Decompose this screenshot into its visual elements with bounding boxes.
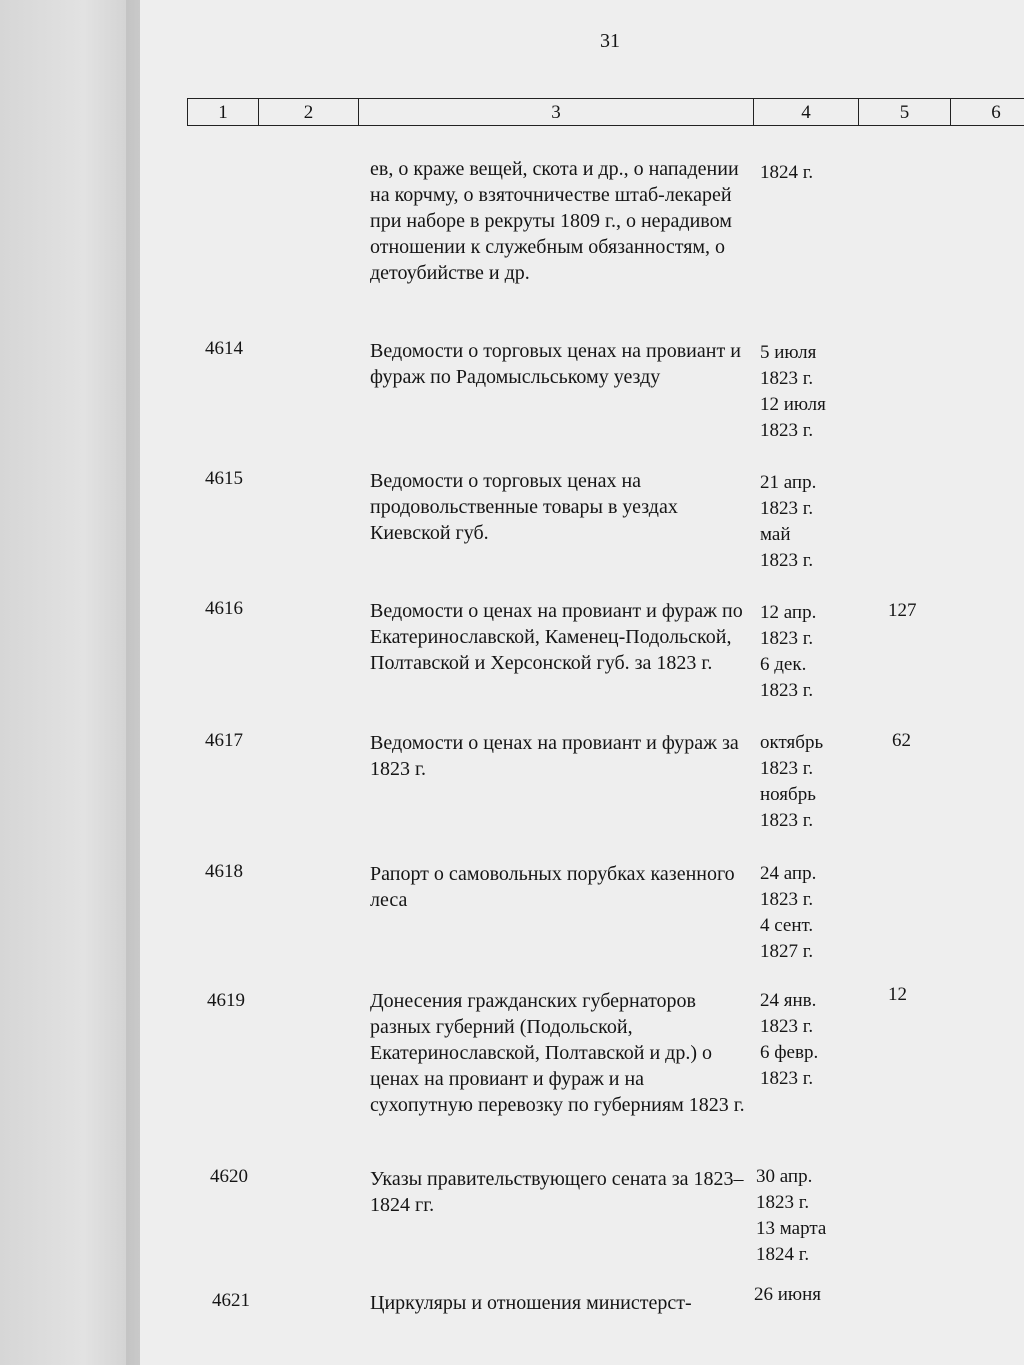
date-line: 1823 г. [760,758,814,779]
entry-title: Ведомости о ценах на провиант и фураж по Екатеринославской, Каменец-Подольской, Полтавской и Херсонской губ. за 1823 г. [370,600,743,674]
date-line: 1823 г. [760,889,814,910]
date-line: 1823 г. [760,550,814,571]
entry-title: Ведомости о торговых ценах на продовольственные товары в уездах Киевской губ. [370,470,678,544]
continuation-dates [760,160,850,186]
entry-dates [760,340,850,444]
date-line: 30 апр. [756,1166,813,1187]
date-line: 1823 г. [760,810,814,831]
date-line: 1823 г. [760,420,814,441]
date-line: 1823 г. [760,1068,814,1089]
header-col-5: 5 [859,98,951,126]
date-line: 21 апр. [760,472,817,493]
entry-number: 4618 [205,861,243,882]
entry-title: Донесения гражданских губернаторов разных губерний (Подольской, Екатеринославской, Полтавской и др.) о ценах на провиант и фураж и на сухопутную перевозку по губерниям 1823 г. [370,990,745,1116]
continuation-text: ев, о краже вещей, скота и др., о нападении на корчму, о взяточничестве штаб-лекарей при наборе в рекруты 1809 г., о нерадивом отношении к служебным обязанностям, о детоубийстве и др. [370,158,739,284]
date-line: 26 июня [754,1284,822,1305]
date-line: 1824 г. [760,162,814,183]
entry-title: Циркуляры и отношения министерст- [370,1292,692,1314]
date-line: 1824 г. [756,1244,810,1265]
date-line: 1823 г. [760,498,814,519]
date-line: 1827 г. [760,941,814,962]
date-line: 24 янв. [760,990,817,1011]
header-col-6: 6 [951,98,1024,126]
date-line: 12 июля [760,394,826,415]
entry-number: 4620 [210,1166,248,1187]
date-line: 13 марта [756,1218,827,1239]
header-col-1: 1 [187,98,259,126]
date-line: 6 дек. [760,654,807,675]
entry-title: Рапорт о самовольных порубках казенного леса [370,863,735,911]
date-line: 1823 г. [756,1192,810,1213]
entry-number: 4614 [205,338,243,359]
date-line: 1823 г. [760,368,814,389]
date-line: 6 февр. [760,1042,819,1063]
entry-number: 4615 [205,468,243,489]
entry-title: Ведомости о торговых ценах на провиант и фураж по Радомысльському уезду [370,340,741,388]
sheet-count: 127 [888,600,917,621]
entry-title: Ведомости о ценах на провиант и фураж за 1823 г. [370,732,739,780]
entry-dates [760,600,850,704]
sheet-count: 62 [892,730,911,751]
entry-dates [760,730,850,834]
entry-number: 4616 [205,598,243,619]
date-line: ноябрь [760,784,816,805]
sheet-count: 12 [888,984,907,1005]
entry-number: 4617 [205,730,243,751]
entry-number: 4621 [212,1290,250,1311]
date-line: 5 июля [760,342,817,363]
book-gutter [0,0,140,1365]
date-line: май [760,524,791,545]
date-line: 1823 г. [760,680,814,701]
date-line: октябрь [760,732,824,753]
entry-title: Указы правительствующего сената за 1823–1824 гг. [370,1168,744,1216]
date-line: 1823 г. [760,1016,814,1037]
table-header-row [187,98,1024,128]
entry-dates [760,470,850,574]
header-col-4: 4 [754,98,859,126]
entry-number: 4619 [207,990,245,1011]
header-col-3: 3 [359,98,754,126]
entry-dates [754,1282,844,1308]
page-number: 31 [600,30,620,52]
entry-dates [760,988,850,1092]
date-line: 4 сент. [760,915,814,936]
entry-dates [760,861,850,965]
date-line: 24 апр. [760,863,817,884]
date-line: 1823 г. [760,628,814,649]
date-line: 12 апр. [760,602,817,623]
entry-dates [756,1164,846,1268]
header-col-2: 2 [259,98,359,126]
